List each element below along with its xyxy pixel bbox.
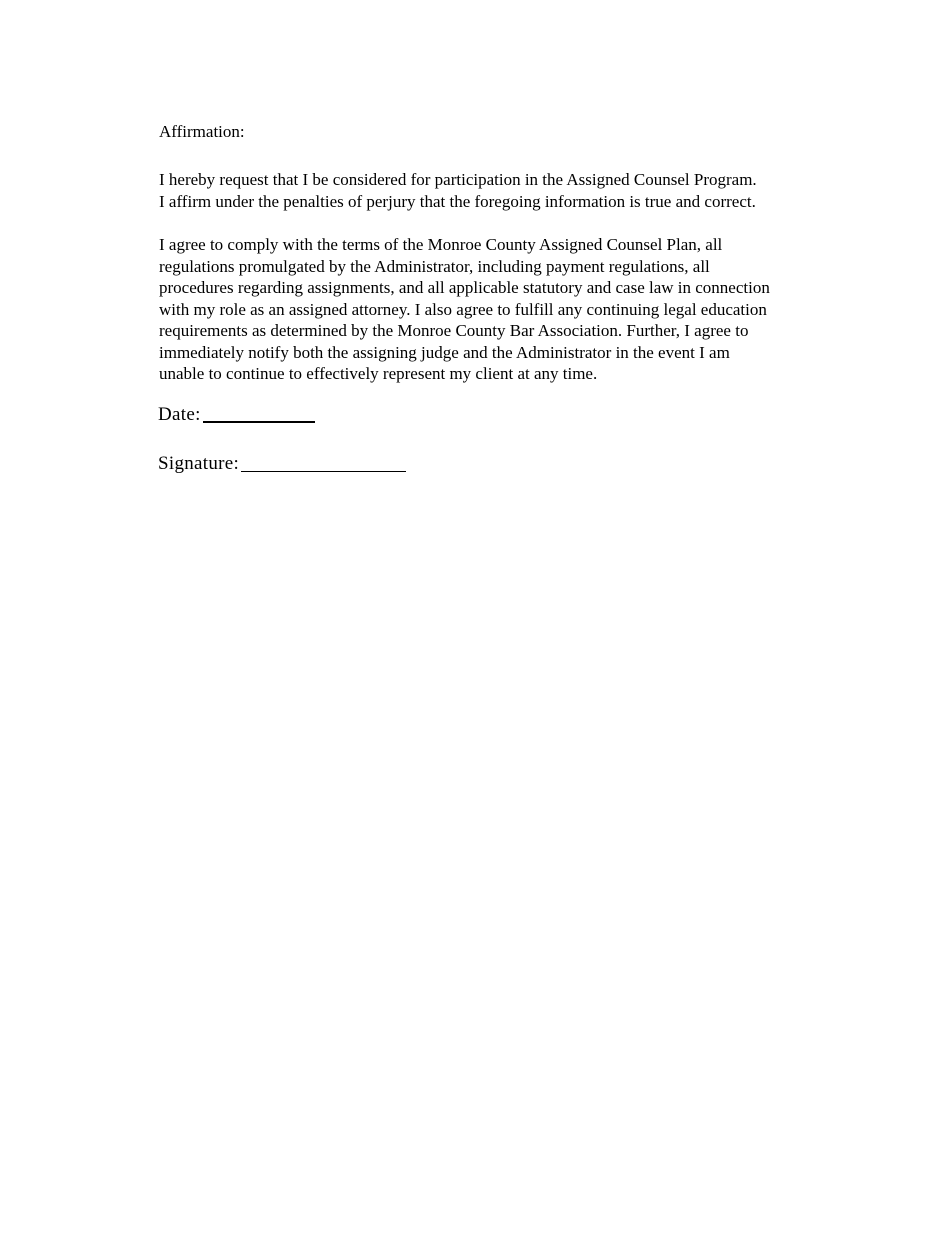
date-label: Date: xyxy=(158,404,201,425)
date-field-row xyxy=(158,404,315,426)
signature-label: Signature: xyxy=(158,453,240,474)
paragraph-line: immediately notify both the assigning judge and the Administrator in the event I am xyxy=(159,342,730,362)
paragraph-line: procedures regarding assignments, and all applicable statutory and case law in connection xyxy=(159,278,770,297)
signature-field-row xyxy=(158,453,406,475)
paragraph-line: I agree to comply with the terms of the Monroe County Assigned Counsel Plan, all xyxy=(159,235,723,254)
signature-blank-line[interactable] xyxy=(241,455,406,472)
date-blank-line[interactable] xyxy=(203,405,315,423)
paragraph-line: requirements as determined by the Monroe County Bar Association. Further, I agree to xyxy=(159,321,749,340)
agreement-paragraph xyxy=(159,234,770,385)
paragraph-line: I affirm under the penalties of perjury that the foregoing information is true and correct. xyxy=(159,191,756,211)
request-paragraph xyxy=(159,169,757,212)
paragraph-line: regulations promulgated by the Administrator, including payment regulations, all xyxy=(159,256,710,276)
paragraph-line: with my role as an assigned attorney. I also agree to fulfill any continuing legal education xyxy=(159,299,767,319)
affirmation-heading: Affirmation: xyxy=(159,122,245,141)
paragraph-line: unable to continue to effectively represent my client at any time. xyxy=(159,364,598,383)
paragraph-line: I hereby request that I be considered for participation in the Assigned Counsel Program. xyxy=(159,170,757,189)
